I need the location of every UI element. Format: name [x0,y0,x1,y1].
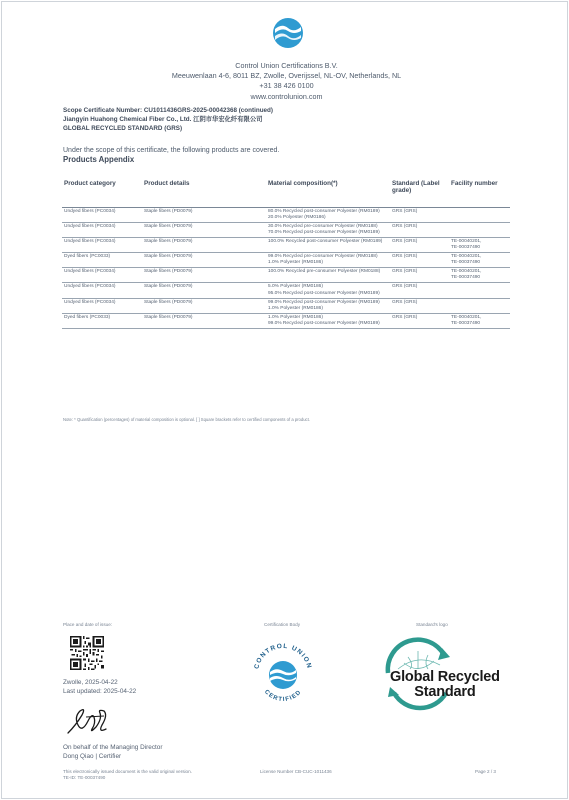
cell-category [62,222,142,237]
appendix-title: Products Appendix [63,155,135,164]
cell-category [62,268,142,283]
cell-composition [266,283,390,298]
composition-line: 99.0% Recycled post-consumer Polyester (RM0189) [268,320,380,326]
header-composition: Material composition(*) [266,176,390,207]
composition-line: 1.0% Polyester (RM0186) [268,314,323,320]
cell-details [142,268,266,283]
cell-details [142,298,266,313]
issuer-name: Control Union Certifications B.V. [235,61,338,70]
signer-name: Dong Qiao | Certifier [63,753,122,760]
standard-line: GRS (GRS) [392,254,418,260]
facility-line: TE-00040201, [451,269,482,275]
category-line: Dyed fibers (PC0033) [64,314,111,320]
cell-standard [390,253,449,268]
cell-category [62,237,142,252]
cell-standard [390,298,449,313]
cell-facility [449,313,510,328]
last-updated: Last updated: 2025-04-22 [63,688,137,695]
intro-text: Under the scope of this certificate, the following products are covered. [63,147,280,154]
cell-category [62,207,142,222]
standard-line: GRS (GRS) [392,238,418,244]
grs-logo-text [390,670,500,700]
cell-facility [449,222,510,237]
issue-place-date: Zwolle, 2025-04-22 [63,679,118,686]
footer-te-id: TE-ID: TE-00037490 [63,775,106,780]
standard-line: GRS (GRS) [392,299,418,305]
cell-standard [390,268,449,283]
cell-composition [266,207,390,222]
cell-composition [266,253,390,268]
cell-details [142,313,266,328]
details-line: Staple fibers (PD0079) [144,299,193,305]
cell-composition [266,268,390,283]
seal-bottom-text: CERTIFIED [262,689,304,704]
facility-line: TE-00040201, [451,254,482,260]
composition-line: 95.0% Recycled post-consumer Polyester (RM0189) [268,290,380,296]
table-body [62,207,510,329]
footer-validity-text: This electronically issued document is the valid original version. [63,769,192,774]
scope-block [63,106,273,133]
cell-standard [390,283,449,298]
details-line: Staple fibers (PD0079) [144,269,193,275]
table-row [62,207,510,222]
cell-composition [266,237,390,252]
issue-info [63,678,136,696]
cell-details [142,222,266,237]
table-row [62,222,510,237]
composition-line: 20.0% Polyester (RM0186) [268,214,326,220]
grs-logo-line1: Global Recycled [390,669,500,685]
composition-line: 70.0% Recycled post-consumer Polyester (RM0189) [268,229,380,235]
standard-line: GRS (GRS) [392,223,418,229]
details-line: Staple fibers (PD0079) [144,254,193,260]
composition-line: 99.0% Recycled pre-consumer Polyester (RM0188) [268,254,378,260]
table-note: Note: * Quantification (percentages) of material composition is optional. [ ] Square brackets refer to certified components of a product. [63,417,310,422]
category-line: Undyed fibers (PC0034) [64,299,116,305]
details-line: Staple fibers (PD0079) [144,208,193,214]
certificate-page [1,1,568,799]
company-name: Jiangyin Huahong Chemical Fiber Co., Ltd. 江阴市华宏化纤有限公司 [63,116,263,123]
issuer-address: Meeuwenlaan 4-6, 8011 BZ, Zwolle, Overijssel, NL-OV, Netherlands, NL [171,71,402,81]
cell-standard [390,222,449,237]
composition-line: 1.0% Polyester (RM0186) [268,260,323,266]
composition-line: 80.0% Recycled post-consumer Polyester (RM0189) [268,208,380,214]
standard-name: GLOBAL RECYCLED STANDARD (GRS) [63,125,183,132]
issuer-block [2,61,568,102]
footer-left [63,769,192,781]
table-row [62,253,510,268]
composition-line: 1.0% Polyester (RM0186) [268,305,323,311]
composition-line: 100.0% Recycled post-consumer Polyester (RM0189) [268,238,383,244]
header-facility: Facility number [449,176,510,207]
cell-details [142,253,266,268]
cell-standard [390,237,449,252]
standard-line: GRS (GRS) [392,208,418,214]
signer-role: On behalf of the Managing Director [63,744,163,751]
facility-line: TE-00037490 [451,244,481,250]
signer-block [63,743,162,761]
table-row [62,268,510,283]
cell-facility [449,253,510,268]
table-header-row [62,176,510,207]
standard-line: GRS (GRS) [392,269,418,275]
control-union-logo-icon [272,17,304,49]
composition-line: 100.0% Recycled pre-consumer Polyester (RM0188) [268,269,381,275]
cell-facility [449,237,510,252]
seal-top-text: CONTROL UNION [253,642,313,670]
certification-body-label: Certification Body [264,622,301,627]
header-standard: Standard (Label grade) [390,176,449,207]
category-line: Undyed fibers (PC0034) [64,284,116,290]
products-table [62,176,510,329]
cell-composition [266,313,390,328]
standards-logo-label: Standard's logo [416,622,448,627]
category-line: Dyed fibers (PC0033) [64,254,111,260]
footer-license: License Number CB-CUC-1011436 [260,769,332,774]
place-date-label: Place and date of issue: [63,622,113,627]
cell-details [142,237,266,252]
cell-composition [266,298,390,313]
issuer-website[interactable]: www.controlunion.com [250,91,323,101]
footer-page-number: Page 2 / 3 [475,769,496,774]
facility-line: TE-00037490 [451,275,481,281]
category-line: Undyed fibers (PC0034) [64,238,116,244]
details-line: Staple fibers (PD0079) [144,238,193,244]
issuer-phone: +31 38 426 0100 [259,81,314,91]
composition-line: 5.0% Polyester (RM0186) [268,284,323,290]
details-line: Staple fibers (PD0079) [144,223,193,229]
facility-line: TE-00037490 [451,260,481,266]
cell-facility [449,298,510,313]
category-line: Undyed fibers (PC0034) [64,269,116,275]
details-line: Staple fibers (PD0079) [144,314,193,320]
certificate-number: Scope Certificate Number: CU1011436GRS-2025-00042368 (continued) [63,107,273,114]
cell-category [62,253,142,268]
grs-logo-line2: Standard [414,684,476,700]
standard-line: GRS (GRS) [392,284,418,290]
signature-icon [64,703,124,737]
cell-category [62,313,142,328]
category-line: Undyed fibers (PC0034) [64,208,116,214]
cell-details [142,283,266,298]
facility-line: TE-00040201, [451,238,482,244]
composition-line: 99.0% Recycled post-consumer Polyester (RM0189) [268,299,380,305]
facility-line: TE-00040201, [451,314,482,320]
cell-category [62,283,142,298]
category-line: Undyed fibers (PC0034) [64,223,116,229]
cell-facility [449,207,510,222]
facility-line: TE-00037490 [451,320,481,326]
table-row [62,237,510,252]
cell-standard [390,313,449,328]
cell-category [62,298,142,313]
details-line: Staple fibers (PD0079) [144,284,193,290]
composition-line: 30.0% Recycled pre-consumer Polyester (RM0188) [268,223,378,229]
qr-code-icon[interactable] [70,636,104,670]
table-row [62,313,510,328]
table-row [62,283,510,298]
cell-composition [266,222,390,237]
cell-standard [390,207,449,222]
cell-facility [449,268,510,283]
cell-facility [449,283,510,298]
table-row [62,298,510,313]
cell-details [142,207,266,222]
control-union-certified-seal-icon [248,638,318,708]
header-details: Product details [142,176,266,207]
standard-line: GRS (GRS) [392,314,418,320]
header-category: Product category [62,176,142,207]
